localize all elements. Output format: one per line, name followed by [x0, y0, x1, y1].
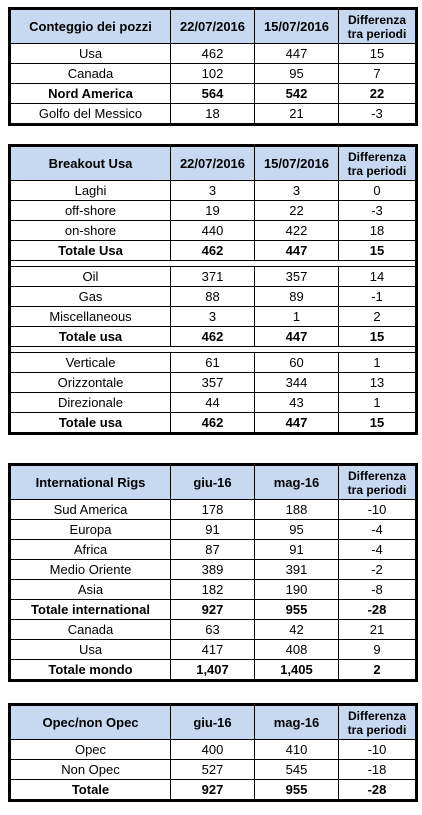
table-cell: 447	[255, 413, 339, 433]
table-cell: 527	[171, 760, 255, 780]
table-cell: 13	[339, 373, 416, 393]
table-cell: 2	[339, 660, 416, 680]
row-label: Opec	[11, 740, 171, 760]
table-cell: 955	[255, 600, 339, 620]
table-cell: 22	[255, 201, 339, 221]
column-header: Conteggio dei pozzi	[11, 10, 171, 44]
table-cell: 391	[255, 560, 339, 580]
table-row	[11, 393, 416, 413]
table-cell: 2	[339, 307, 416, 327]
table-cell: 3	[171, 307, 255, 327]
table-cell: 447	[255, 327, 339, 347]
column-header: giu-16	[171, 706, 255, 740]
table-cell: 91	[171, 520, 255, 540]
table-cell: 1,407	[171, 660, 255, 680]
table-opec-non-opec	[8, 703, 418, 802]
table-row	[11, 307, 416, 327]
table-cell: 389	[171, 560, 255, 580]
header-row	[11, 466, 416, 500]
column-header: Opec/non Opec	[11, 706, 171, 740]
table-cell: 1	[255, 307, 339, 327]
table-cell: 95	[255, 64, 339, 84]
table-cell: 14	[339, 267, 416, 287]
table-row	[11, 201, 416, 221]
row-label: Non Opec	[11, 760, 171, 780]
data-table	[10, 465, 416, 680]
column-header: Differenza tra periodi	[339, 466, 416, 500]
table-cell: 462	[171, 44, 255, 64]
table-cell: 18	[339, 221, 416, 241]
table-cell: 955	[255, 780, 339, 800]
table-cell: 21	[339, 620, 416, 640]
table-cell: 564	[171, 84, 255, 104]
table-breakout-usa	[8, 144, 418, 435]
table-cell: -2	[339, 560, 416, 580]
table-cell: 344	[255, 373, 339, 393]
column-header: 15/07/2016	[255, 10, 339, 44]
table-cell: 95	[255, 520, 339, 540]
row-label: Miscellaneous	[11, 307, 171, 327]
table-cell: 542	[255, 84, 339, 104]
row-label: Golfo del Messico	[11, 104, 171, 124]
column-header: giu-16	[171, 466, 255, 500]
table-cell: 462	[171, 413, 255, 433]
table-cell: -28	[339, 600, 416, 620]
table-row	[11, 287, 416, 307]
total-row	[11, 600, 416, 620]
data-table	[10, 146, 416, 433]
table-cell: 3	[255, 181, 339, 201]
column-header: 22/07/2016	[171, 147, 255, 181]
table-cell: 22	[339, 84, 416, 104]
table-cell: 462	[171, 327, 255, 347]
total-row	[11, 84, 416, 104]
column-header: International Rigs	[11, 466, 171, 500]
table-cell: -28	[339, 780, 416, 800]
table-cell: 1	[339, 353, 416, 373]
row-label: Laghi	[11, 181, 171, 201]
table-cell: 178	[171, 500, 255, 520]
table-cell: 462	[171, 241, 255, 261]
row-label: Gas	[11, 287, 171, 307]
table-cell: 357	[171, 373, 255, 393]
table-row	[11, 520, 416, 540]
row-label: Verticale	[11, 353, 171, 373]
table-cell: 400	[171, 740, 255, 760]
table-row	[11, 640, 416, 660]
table-cell: 9	[339, 640, 416, 660]
table-cell: 422	[255, 221, 339, 241]
table-cell: -3	[339, 201, 416, 221]
header-row	[11, 706, 416, 740]
table-cell: 357	[255, 267, 339, 287]
table-row	[11, 560, 416, 580]
table-cell: -10	[339, 500, 416, 520]
row-label: off-shore	[11, 201, 171, 221]
table-cell: 15	[339, 44, 416, 64]
table-row	[11, 353, 416, 373]
table-cell: -3	[339, 104, 416, 124]
row-label: Sud America	[11, 500, 171, 520]
row-label: Africa	[11, 540, 171, 560]
table-row	[11, 181, 416, 201]
table-cell: -8	[339, 580, 416, 600]
table-cell: 190	[255, 580, 339, 600]
table-cell: 1,405	[255, 660, 339, 680]
table-cell: 19	[171, 201, 255, 221]
column-header: mag-16	[255, 706, 339, 740]
column-header: Breakout Usa	[11, 147, 171, 181]
table-row	[11, 221, 416, 241]
total-row	[11, 660, 416, 680]
table-cell: 44	[171, 393, 255, 413]
row-label: Totale usa	[11, 413, 171, 433]
row-label: Canada	[11, 64, 171, 84]
data-table	[10, 705, 416, 800]
table-row	[11, 44, 416, 64]
table-cell: 15	[339, 241, 416, 261]
table-international-rigs	[8, 463, 418, 682]
row-label: Canada	[11, 620, 171, 640]
table-cell: 15	[339, 327, 416, 347]
row-label: Totale usa	[11, 327, 171, 347]
table-cell: 63	[171, 620, 255, 640]
header-row	[11, 147, 416, 181]
table-cell: 88	[171, 287, 255, 307]
table-cell: -4	[339, 520, 416, 540]
table-cell: 927	[171, 780, 255, 800]
table-cell: 0	[339, 181, 416, 201]
row-label: Nord America	[11, 84, 171, 104]
row-label: Asia	[11, 580, 171, 600]
row-label: Totale international	[11, 600, 171, 620]
table-cell: 440	[171, 221, 255, 241]
table-cell: 7	[339, 64, 416, 84]
table-row	[11, 760, 416, 780]
column-header: Differenza tra periodi	[339, 10, 416, 44]
row-label: Totale	[11, 780, 171, 800]
row-label: on-shore	[11, 221, 171, 241]
row-label: Direzionale	[11, 393, 171, 413]
table-row	[11, 373, 416, 393]
table-cell: 408	[255, 640, 339, 660]
table-conteggio-pozzi	[8, 7, 418, 126]
table-cell: 371	[171, 267, 255, 287]
table-row	[11, 64, 416, 84]
table-cell: 3	[171, 181, 255, 201]
total-row	[11, 413, 416, 433]
row-label: Oil	[11, 267, 171, 287]
table-cell: 87	[171, 540, 255, 560]
row-label: Totale mondo	[11, 660, 171, 680]
table-cell: 545	[255, 760, 339, 780]
table-row	[11, 104, 416, 124]
table-row	[11, 500, 416, 520]
table-cell: 447	[255, 241, 339, 261]
table-cell: 102	[171, 64, 255, 84]
header-row	[11, 10, 416, 44]
table-cell: 21	[255, 104, 339, 124]
row-label: Usa	[11, 640, 171, 660]
table-cell: 182	[171, 580, 255, 600]
table-row	[11, 620, 416, 640]
column-header: 15/07/2016	[255, 147, 339, 181]
table-row	[11, 540, 416, 560]
table-cell: 91	[255, 540, 339, 560]
table-cell: 15	[339, 413, 416, 433]
row-label: Medio Oriente	[11, 560, 171, 580]
table-cell: 188	[255, 500, 339, 520]
table-cell: 61	[171, 353, 255, 373]
data-table	[10, 9, 416, 124]
table-cell: 417	[171, 640, 255, 660]
table-cell: 43	[255, 393, 339, 413]
column-header: 22/07/2016	[171, 10, 255, 44]
table-cell: 89	[255, 287, 339, 307]
table-row	[11, 740, 416, 760]
table-cell: -18	[339, 760, 416, 780]
total-row	[11, 241, 416, 261]
total-row	[11, 327, 416, 347]
table-cell: -4	[339, 540, 416, 560]
table-cell: 410	[255, 740, 339, 760]
column-header: mag-16	[255, 466, 339, 500]
table-row	[11, 580, 416, 600]
table-cell: 447	[255, 44, 339, 64]
table-cell: 18	[171, 104, 255, 124]
table-cell: -10	[339, 740, 416, 760]
table-cell: 42	[255, 620, 339, 640]
column-header: Differenza tra periodi	[339, 147, 416, 181]
table-cell: -1	[339, 287, 416, 307]
total-row	[11, 780, 416, 800]
row-label: Orizzontale	[11, 373, 171, 393]
row-label: Usa	[11, 44, 171, 64]
column-header: Differenza tra periodi	[339, 706, 416, 740]
row-label: Totale Usa	[11, 241, 171, 261]
table-cell: 60	[255, 353, 339, 373]
table-cell: 927	[171, 600, 255, 620]
row-label: Europa	[11, 520, 171, 540]
table-row	[11, 267, 416, 287]
table-cell: 1	[339, 393, 416, 413]
